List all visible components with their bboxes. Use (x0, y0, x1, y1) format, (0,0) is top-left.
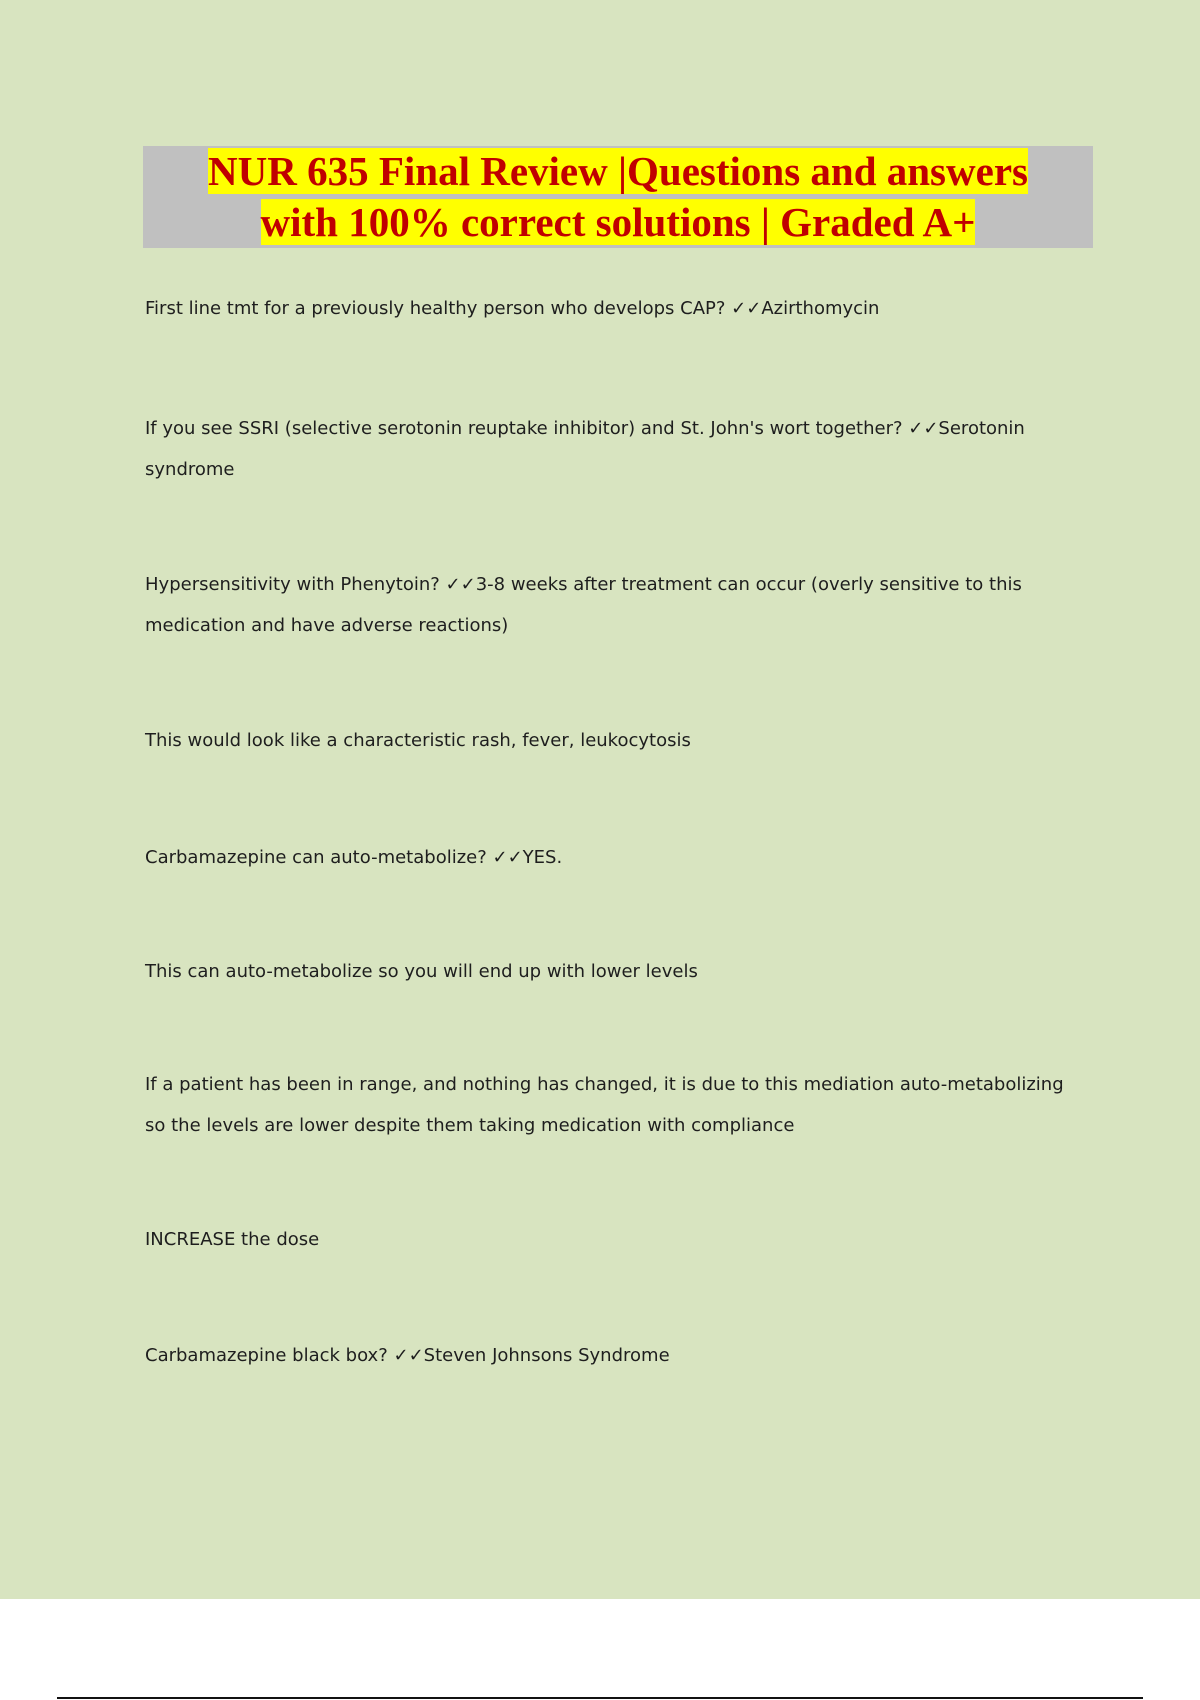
footer-divider (57, 1697, 1143, 1699)
title-line-2 (143, 197, 1093, 248)
qa-entry: This can auto-metabolize so you will end up with lower levels (145, 961, 698, 982)
qa-entry: INCREASE the dose (145, 1229, 320, 1250)
qa-entry: This would look like a characteristic rash, fever, leukocytosis (145, 730, 691, 751)
title-line-1-text: NUR 635 Final Review |Questions and answers (208, 148, 1028, 194)
qa-entry: If a patient has been in range, and nothing has changed, it is due to this mediation auto-metabolizing so the levels are lower despite them taking medication with compliance (145, 1074, 1064, 1136)
document-title (143, 146, 1093, 248)
title-line-1 (143, 146, 1093, 197)
qa-entry: Carbamazepine black box? ✓✓Steven Johnsons Syndrome (145, 1345, 670, 1366)
qa-entry: First line tmt for a previously healthy person who develops CAP? ✓✓Azirthomycin (145, 298, 880, 319)
qa-entry: If you see SSRI (selective serotonin reuptake inhibitor) and St. John's wort together? ✓✓Serotonin syndrome (145, 418, 1025, 480)
qa-entry: Carbamazepine can auto-metabolize? ✓✓YES. (145, 847, 563, 868)
title-line-2-text: with 100% correct solutions | Graded A+ (260, 199, 976, 245)
qa-entry: Hypersensitivity with Phenytoin? ✓✓3-8 weeks after treatment can occur (overly sensitive to this medication and have adverse reactions) (145, 574, 1022, 636)
